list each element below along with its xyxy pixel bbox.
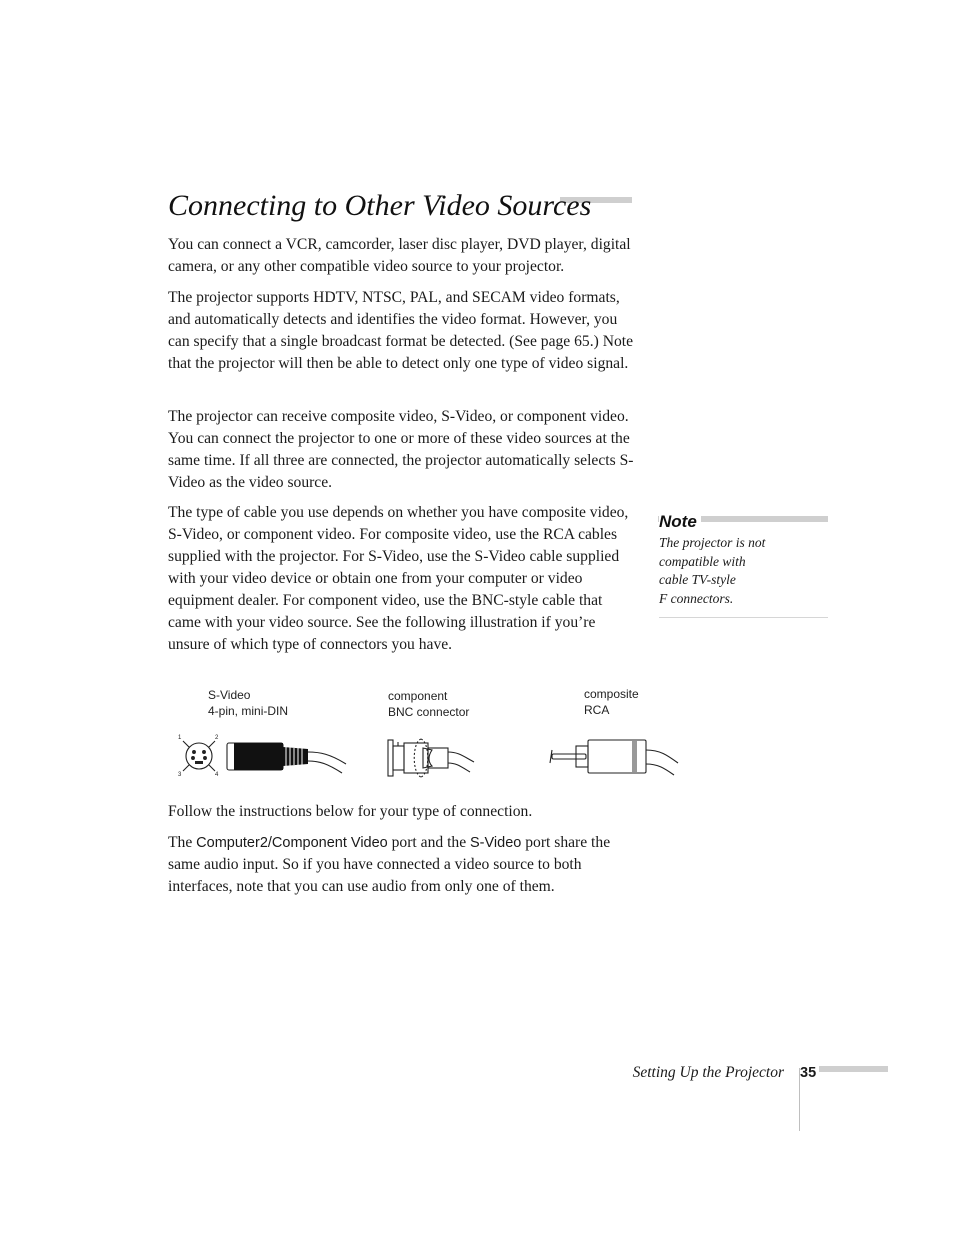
component-label xyxy=(388,688,469,720)
note-line: cable TV-style xyxy=(659,572,736,587)
paragraph-cable-types xyxy=(168,502,638,656)
svideo-pin-label: 1 xyxy=(178,735,182,741)
svideo-pin-diagram xyxy=(178,735,219,778)
svideo-label xyxy=(208,687,288,719)
component-connector-illustration xyxy=(388,739,474,777)
svideo-label-name: S-Video xyxy=(208,688,251,702)
composite-connector-illustration xyxy=(550,740,678,775)
composite-label xyxy=(584,686,639,718)
svideo-plug-drawing xyxy=(227,743,346,773)
composite-label-name: composite xyxy=(584,687,639,701)
svideo-connector-illustration xyxy=(178,735,346,778)
component-label-name: component xyxy=(388,689,448,703)
note-bottom-rule xyxy=(659,617,828,618)
note-line: F connectors. xyxy=(659,590,734,606)
composite-label-type: RCA xyxy=(584,703,610,717)
note-line: compatible with xyxy=(659,553,746,569)
svideo-label-type: 4-pin, mini-DIN xyxy=(208,704,289,718)
paragraph-follow-instructions xyxy=(168,801,638,823)
connector-illustration xyxy=(170,728,690,784)
svideo-pin-label: 2 xyxy=(215,735,219,741)
note-heading: Note xyxy=(659,512,701,532)
paragraph-signal-types xyxy=(168,406,638,494)
paragraph-text xyxy=(168,832,638,898)
paragraph-text: You can connect a VCR, camcorder, laser disc player, DVD player, digital camera, or any other compatible video source to your projector. xyxy=(168,236,631,275)
port-name-svideo: S-Video xyxy=(470,835,522,851)
note-body xyxy=(659,534,819,608)
svideo-pin-label: 4 xyxy=(215,772,219,778)
paragraph-text: The projector supports HDTV, NTSC, PAL, and SECAM video formats, and automatically detects and identifies the video format. However, you can specify that a single broadcast format be detected. (See page 65.) Note that the projector will then be able to detect only one type of video signal. xyxy=(168,289,634,372)
paragraph-text: The projector can receive composite video, S-Video, or component video. You can connect the projector to one or more of these video sources at the same time. If all three are connected, the projector automatically selects S-Video as the video source. xyxy=(168,408,634,491)
page-number: 35 xyxy=(800,1063,819,1083)
paragraph-text: The type of cable you use depends on whether you have composite video, S-Video, or component video. For composite video, use the RCA cables supplied with the projector. For S-Video, use the S-Video cable supplied with your video device or obtain one from your computer or video equipment dealer. For component video, use the BNC-style cable that came with your video source. See the following illustration if you’re unsure of which type of connectors you have. xyxy=(168,504,629,653)
note-line: The projector is not xyxy=(659,535,766,550)
footer-section-title: Setting Up the Projector xyxy=(632,1064,784,1081)
text-run: The xyxy=(168,834,197,851)
page-title: Connecting to Other Video Sources xyxy=(168,189,592,222)
footer-divider xyxy=(799,1068,800,1131)
port-name-computer2: Computer2/Component Video xyxy=(196,835,388,851)
paragraph-text: Follow the instructions below for your type of connection. xyxy=(168,803,533,820)
paragraph-video-sources xyxy=(168,234,638,278)
paragraph-video-formats xyxy=(168,287,638,375)
text-run: port share the same audio input. So if you have connected a video source to both interfaces, note that you can use audio from only one of them. xyxy=(168,834,611,895)
text-run: port and the xyxy=(387,834,471,851)
svideo-pin-label: 3 xyxy=(178,772,182,778)
paragraph-shared-audio xyxy=(168,832,638,898)
component-label-type: BNC connector xyxy=(388,705,470,719)
